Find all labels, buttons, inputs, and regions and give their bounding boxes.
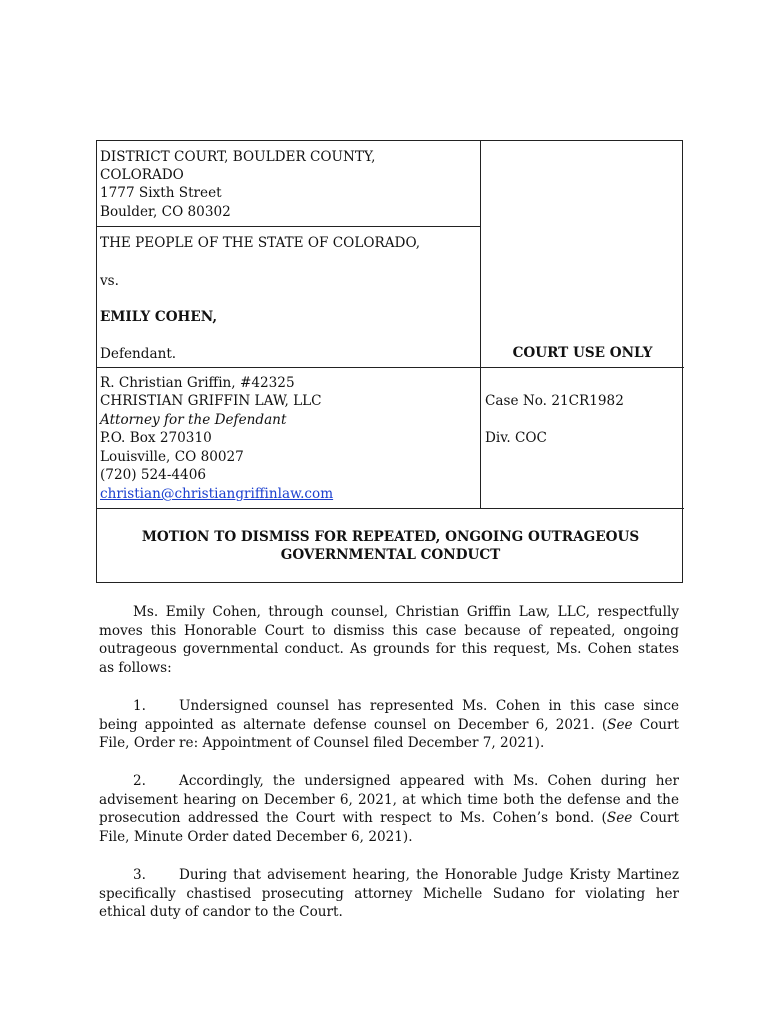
motion-title-line2: GOVERNMENTAL CONDUCT <box>280 547 501 563</box>
plaintiff-name: THE PEOPLE OF THE STATE OF COLORADO, <box>100 235 421 251</box>
see-signal: See <box>607 716 633 733</box>
caption-vertical-divider <box>480 141 481 508</box>
caption-divider-parties <box>97 367 684 368</box>
intro-text: Ms. Emily Cohen, through counsel, Christian Griffin Law, LLC, respectfully moves this Honorable Court to dismiss this case because of repeated, ongoing outrageous governmental conduct. As grounds for this request, Ms. Cohen states as follows: <box>99 604 679 676</box>
attorney-firm: CHRISTIAN GRIFFIN LAW, LLC <box>100 393 322 409</box>
paragraph-number: 1. <box>133 698 146 714</box>
court-use-only-label: COURT USE ONLY <box>512 345 653 361</box>
attorney-city: Louisville, CO 80027 <box>100 449 244 465</box>
motion-title-line1: MOTION TO DISMISS FOR REPEATED, ONGOING OUTRAGEOUS <box>141 529 640 545</box>
attorney-email-line <box>100 485 333 504</box>
court-city: Boulder, CO 80302 <box>100 204 231 220</box>
division: Div. COC <box>485 430 547 446</box>
court-street: 1777 Sixth Street <box>100 185 222 201</box>
paragraph-number: 3. <box>133 867 146 883</box>
paragraph-number: 2. <box>133 773 146 789</box>
paragraph-text-pre: Accordingly, the undersigned appeared with Ms. Cohen during her advisement hearing on December 6, 2021, at which time both the defense and the prosecution addressed the Court with respect to Ms. Cohen’s bond. ( <box>99 773 679 827</box>
attorney-phone: (720) 524-4406 <box>100 467 207 483</box>
defendant-label: Defendant. <box>100 346 177 362</box>
court-name-line2: COLORADO <box>100 167 184 183</box>
paragraph-text-post: Court File, Order re: Appointment of Counsel filed December 7, 2021). <box>99 716 680 752</box>
numbered-paragraph-1 <box>99 697 679 753</box>
paragraph-text-pre: Undersigned counsel has represented Ms. Cohen in this case since being appointed as alternate defense counsel on December 6, 2021. ( <box>99 698 679 733</box>
case-caption-box <box>96 140 683 583</box>
attorney-name: R. Christian Griffin, #42325 <box>100 375 295 391</box>
attorney-email-link[interactable]: christian@christiangriffinlaw.com <box>100 486 334 502</box>
attorney-role: Attorney for the Defendant <box>100 412 287 428</box>
numbered-paragraph-3 <box>99 866 679 922</box>
paragraph-text-post: Court File, Minute Order dated December 6, 2021). <box>99 810 680 845</box>
see-signal: See <box>606 810 633 827</box>
caption-divider-attorney <box>97 508 684 509</box>
numbered-paragraph-2 <box>99 772 679 846</box>
versus-label: vs. <box>100 273 119 289</box>
case-number: Case No. 21CR1982 <box>485 393 624 409</box>
court-name-line1: DISTRICT COURT, BOULDER COUNTY, <box>100 149 376 165</box>
caption-divider-court <box>97 226 480 227</box>
intro-paragraph <box>99 603 679 677</box>
defendant-name: EMILY COHEN, <box>100 309 218 325</box>
attorney-po-box: P.O. Box 270310 <box>100 430 212 446</box>
paragraph-text-pre: During that advisement hearing, the Honorable Judge Kristy Martinez specifically chastised prosecuting attorney Michelle Sudano for violating her ethical duty of candor to the Court. <box>99 867 679 921</box>
